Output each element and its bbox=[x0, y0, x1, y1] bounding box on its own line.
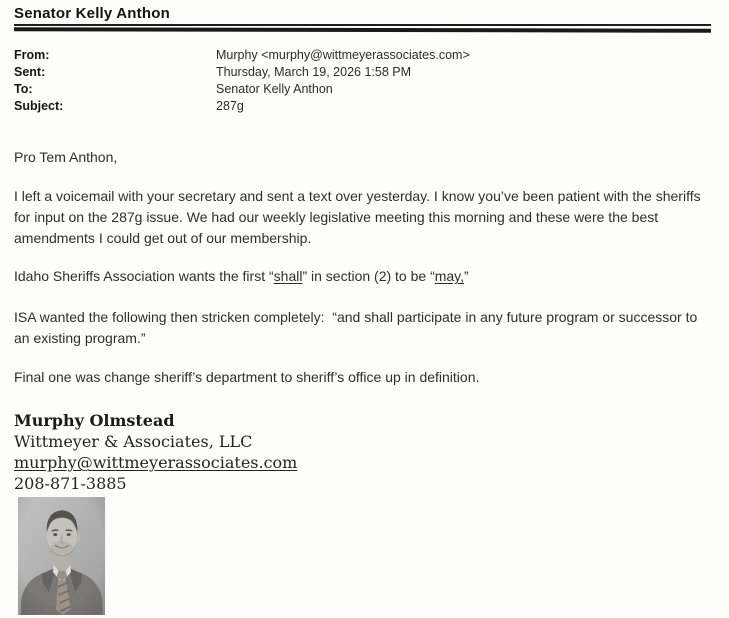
header-divider-rule bbox=[14, 27, 711, 32]
meta-value-from: Murphy <murphy@wittmeyerassociates.com> bbox=[216, 48, 470, 62]
body-paragraph-final: Final one was change sheriff’s department to sheriff’s office up in definition. bbox=[14, 369, 480, 385]
page-title: Senator Kelly Anthon bbox=[14, 5, 711, 26]
meta-row-to bbox=[14, 81, 711, 98]
meta-value-subject: 287g bbox=[216, 99, 244, 113]
meta-label-from: From: bbox=[14, 48, 50, 62]
amendment1-suffix: ” bbox=[464, 268, 469, 284]
portrait-photo bbox=[18, 497, 105, 615]
body-paragraph-intro: I left a voicemail with your secretary and sent a text over yesterday. I know you’ve been patient with the sheriffs for input on the 287g issue. We had our weekly legislative meeting this morning and these were the best amendments I could get out of our membership. bbox=[14, 188, 705, 246]
amendment1-underlined-shall: shall bbox=[273, 268, 303, 284]
email-meta-header bbox=[14, 47, 711, 115]
signature-company: Wittmeyer & Associates, LLC bbox=[14, 432, 253, 451]
salutation: Pro Tem Anthon, bbox=[14, 149, 118, 165]
meta-row-sent bbox=[14, 64, 711, 81]
signature-name: Murphy Olmstead bbox=[14, 411, 175, 430]
meta-value-to: Senator Kelly Anthon bbox=[216, 82, 333, 96]
body-paragraph-shall-to-may bbox=[14, 266, 711, 287]
signature-email-link: murphy@wittmeyerassociates.com bbox=[14, 453, 298, 472]
meta-label-subject: Subject: bbox=[14, 99, 64, 113]
meta-value-sent: Thursday, March 19, 2026 1:58 PM bbox=[216, 65, 412, 79]
amendment1-underlined-may: may, bbox=[434, 268, 465, 284]
email-body bbox=[14, 147, 711, 388]
meta-row-subject bbox=[14, 98, 711, 115]
amendment1-mid: ” in section (2) to be “ bbox=[302, 268, 435, 284]
amendment1-prefix: Idaho Sheriffs Association wants the first “ bbox=[14, 268, 274, 284]
body-paragraph-stricken: ISA wanted the following then stricken completely: “and shall participate in any future program or successor to an existing program.” bbox=[14, 309, 702, 346]
signature-phone: 208-871-3885 bbox=[14, 474, 127, 493]
signature-block bbox=[14, 410, 711, 615]
meta-row-from bbox=[14, 47, 711, 64]
meta-label-to: To: bbox=[14, 82, 33, 96]
meta-label-sent: Sent: bbox=[14, 65, 46, 79]
